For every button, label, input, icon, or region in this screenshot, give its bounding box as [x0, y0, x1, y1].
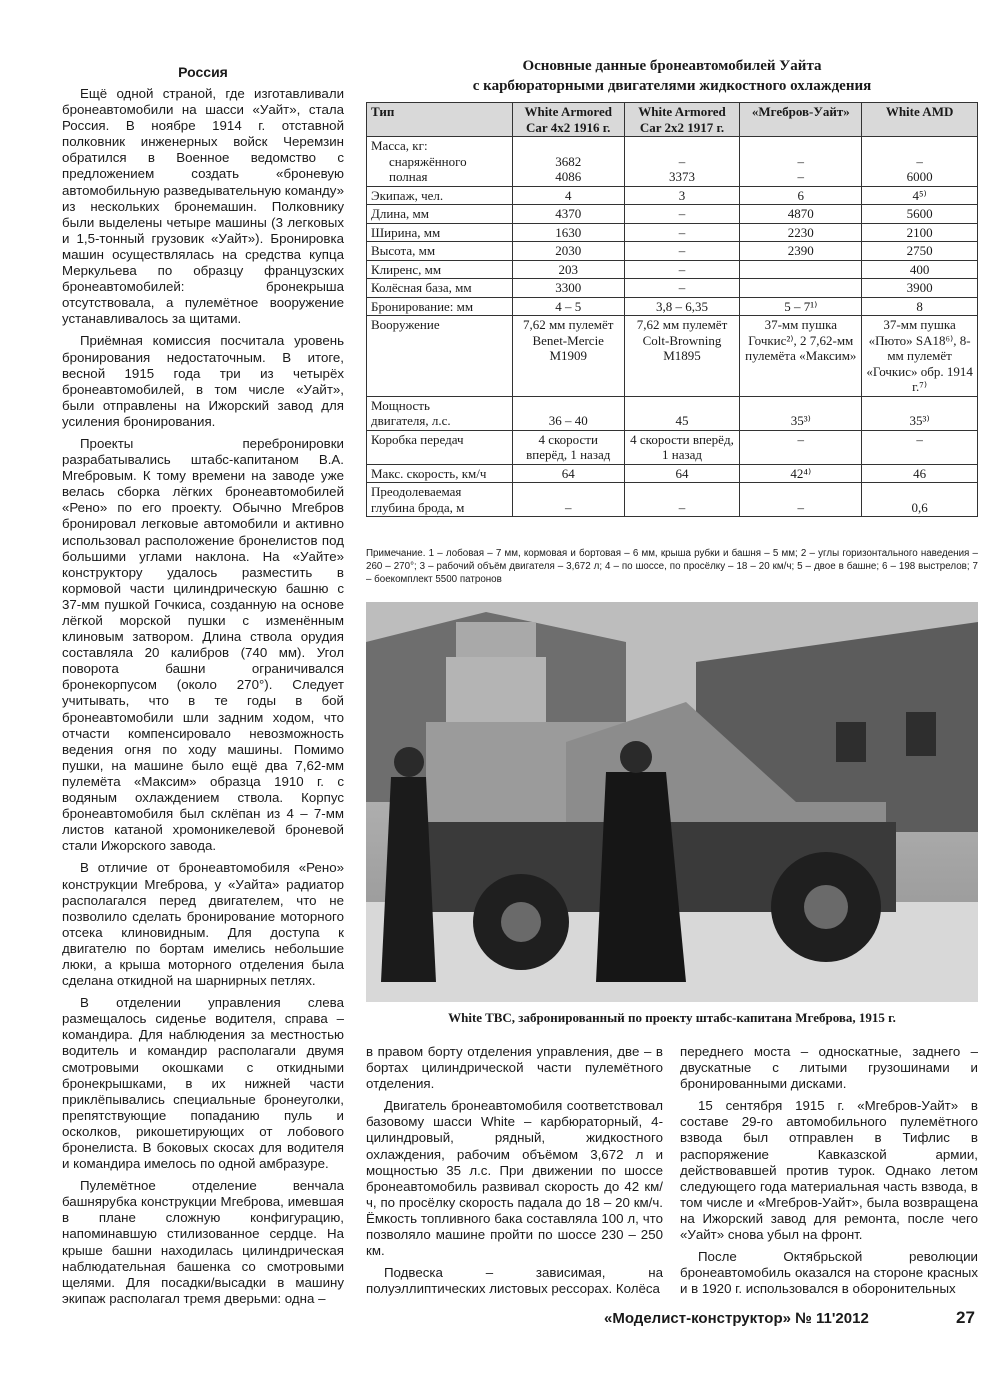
table-cell: 4: [512, 186, 624, 205]
table-cell: 64: [512, 464, 624, 483]
table-cell: 3,8 – 6,35: [624, 297, 740, 316]
table-cell: –: [740, 483, 862, 517]
table-cell: 8: [862, 297, 978, 316]
table-row: [367, 223, 978, 242]
paragraph: переднего моста – односкатные, заднего – двускатные с литыми грузошинами и бронированными дисками.: [680, 1044, 978, 1092]
table-cell: 45: [624, 396, 740, 430]
cell-line: 4086: [555, 169, 582, 184]
cell-line: 6000: [906, 169, 933, 184]
paragraph: В отделении управления слева размещалось сиденье водителя, справа – командира. Для наблюдения за местностью водитель и командир располагали двумя смотровыми окошками с откидными бронекрышками, в их нижней части приклёпывались специальные бронеуголки, препятствующие попаданию пуль и осколков, рикошетирующих от лобового бронелиста. В боковых скосах для водителя и командира имелось по одной амбразуре.: [62, 995, 344, 1172]
row-label: Длина, мм: [367, 205, 513, 224]
table-header-row: [367, 103, 978, 137]
paragraph: Приёмная комиссия посчитала уровень бронирования недостаточным. В итоге, весной 1915 года три из четырёх бронеавтомобилей, в том числе «Уайт», были отправлены на Ижорский завод для усиления бронирования.: [62, 333, 344, 429]
cell-line: –: [797, 169, 805, 184]
table-cell: [624, 137, 740, 187]
table-cell: 37-мм пушка Гочкис²⁾, 2 7,62-мм пулемёта «Максим»: [740, 316, 862, 397]
table-cell: [740, 279, 862, 298]
paragraph: Подвеска – зависимая, на полуэллиптических листовых рессорах. Колёса: [366, 1265, 663, 1297]
table-cell: 2230: [740, 223, 862, 242]
table-cell: –: [624, 242, 740, 261]
row-label-line: Мощность: [371, 397, 430, 413]
paragraph: в правом борту отделения управления, две – в бортах цилиндрической части пулемётного отделения.: [366, 1044, 663, 1092]
table-cell: 4870: [740, 205, 862, 224]
paragraph: 15 сентября 1915 г. «Мгебров-Уайт» в составе 29-го автомобильного пулемётного взвода был отправлен в Тифлис в распоряжение Кавказской армии, действовавшей против турок. Однако летом следующего года материальная часть взвода, в том числе и «Мгебров-Уайт», была возвращена на Ижорский завод для ремонта, после чего «Уайт» снова убыл на фронт.: [680, 1098, 978, 1243]
row-label: [367, 483, 513, 517]
row-label: [367, 396, 513, 430]
row-label: Коробка передач: [367, 430, 513, 464]
table-cell: 5600: [862, 205, 978, 224]
table-title-line: с карбюраторными двигателями жидкостного охлаждения: [472, 78, 872, 94]
magazine-footer: «Моделист-конструктор» № 11'2012: [604, 1310, 869, 1327]
row-label-line: снаряжённого: [389, 153, 467, 169]
paragraph: Двигатель бронеавтомобиля соответствовал базовому шасси White – карбюраторный, 4-цилиндровый, рядный, жидкостного охлаждения, рабочим объёмом 3,672 л и мощностью 35 л.с. При движении по шоссе бронеавтомобиль развивал скорость до 42 км/ч, по просёлку скорость падала до 18 – 20 км/ч. Ёмкость топливного бака составляла 100 л, что позволяло машине пройти по шоссе 230 – 250 км.: [366, 1098, 663, 1259]
table-cell: 42⁴⁾: [740, 464, 862, 483]
table-cell: 2750: [862, 242, 978, 261]
table-cell: [740, 137, 862, 187]
paragraph: Пулемётное отделение венчала башнярубка конструкции Мгеброва, имевшая в плане сложную конфигурацию, напоминавшую стилизованное сердце. На крыше башни находилась цилиндрическая наблюдательная башенка со смотровыми щелями. Для посадки/высадки в машину экипаж располагал тремя дверьми: одна –: [62, 1178, 344, 1306]
table-cell: 3300: [512, 279, 624, 298]
table-cell: 203: [512, 260, 624, 279]
table-cell: [862, 137, 978, 187]
header-cell: White AMD: [862, 103, 978, 137]
middle-column: [366, 1044, 663, 1303]
table-cell: –: [624, 279, 740, 298]
table-cell: 4⁵⁾: [862, 186, 978, 205]
table-cell: –: [624, 483, 740, 517]
table-cell: –: [624, 205, 740, 224]
row-label-line: Преодолеваемая: [371, 484, 462, 499]
specs-table: [366, 102, 978, 517]
table-row: [367, 242, 978, 261]
table-row: [367, 205, 978, 224]
table-cell: 0,6: [862, 483, 978, 517]
table-cell: [740, 260, 862, 279]
cell-line: –: [916, 153, 923, 169]
table-cell: [512, 137, 624, 187]
table-row: [367, 297, 978, 316]
right-column: [680, 1044, 978, 1303]
table-cell: 7,62 мм пулемёт Colt-Browning M1895: [624, 316, 740, 397]
row-label: Бронирование: мм: [367, 297, 513, 316]
table-cell: 7,62 мм пулемёт Benet-Mercie M1909: [512, 316, 624, 397]
header-cell: White Armored Car 2x2 1917 г.: [624, 103, 740, 137]
table-row: [367, 279, 978, 298]
table-cell: 3: [624, 186, 740, 205]
cell-line: –: [678, 153, 686, 169]
table-cell: 4 скорости вперёд, 1 назад: [512, 430, 624, 464]
row-label: Вооружение: [367, 316, 513, 397]
armored-car-photo: [366, 602, 978, 1002]
row-label-line: глубина брода, м: [371, 499, 465, 515]
table-row: [367, 483, 978, 517]
left-column: [62, 64, 344, 1313]
row-label-line: Масса, кг:: [371, 138, 428, 153]
table-note: Примечание. 1 – лобовая – 7 мм, кормовая и бортовая – 6 мм, крыша рубки и башня – 5 мм; 2 – углы горизонтального наведения – 260 – 270°; 3 – рабочий объём двигателя – 3,672 л; 4 – по шоссе, по просёлку – 18 – 20 км/ч; 5 – двое в башне; 6 – 198 выстрелов; 7 – боекомплект 5500 патронов: [366, 548, 978, 585]
table-title-line: Основные данные бронеавтомобилей Уайта: [522, 58, 822, 74]
row-label: Экипаж, чел.: [367, 186, 513, 205]
photo-caption: White TBC, забронированный по проекту штабс-капитана Мгеброва, 1915 г.: [448, 1010, 896, 1025]
row-label-line: полная: [389, 169, 428, 184]
table-cell: 36 – 40: [512, 396, 624, 430]
table-cell: –: [862, 430, 978, 464]
table-cell: 4 – 5: [512, 297, 624, 316]
table-cell: 37-мм пушка «Пюто» SA18⁶⁾, 8-мм пулемёт «Гочкис» обр. 1914 г.⁷⁾: [862, 316, 978, 397]
table-cell: –: [740, 430, 862, 464]
photo-illustration: [366, 602, 978, 1002]
table-row: [367, 430, 978, 464]
paragraph: После Октябрьской революции бронеавтомобиль оказался на стороне красных и в 1920 г. использовался в оборонительных: [680, 1249, 978, 1297]
table-cell: 35³⁾: [862, 396, 978, 430]
table-cell: 400: [862, 260, 978, 279]
header-cell: Тип: [367, 103, 513, 137]
table-title: [366, 56, 978, 96]
row-label: Колёсная база, мм: [367, 279, 513, 298]
page-number: 27: [956, 1308, 975, 1327]
header-cell: «Мгебров-Уайт»: [740, 103, 862, 137]
row-label: Ширина, мм: [367, 223, 513, 242]
table-row: [367, 316, 978, 397]
row-label: Высота, мм: [367, 242, 513, 261]
table-cell: –: [624, 223, 740, 242]
paragraph: Ещё одной страной, где изготавливали бронеавтомобили на шасси «Уайт», стала Россия. В ноябре 1914 г. отставной полковник инженерных войск Черемзин обратился в Военное ведомство с предложением создать «броневую автомобильную разведывательную команду» из нескольких бронемашин. Полковнику были выделены четыре машины (3 легковых и 1,5-тонный грузовик «Уайт»). Бронировка машин осуществлялась на средства купца Меркульева по образцу французских бронеавтомобилей: бронекрыша отсутствовала, а пулемётное вооружение устанавливалось за щитами.: [62, 86, 344, 327]
table-cell: 64: [624, 464, 740, 483]
table-cell: 2100: [862, 223, 978, 242]
table-row: [367, 260, 978, 279]
table-cell: 4 скорости вперёд, 1 назад: [624, 430, 740, 464]
table-cell: 46: [862, 464, 978, 483]
paragraph: Проекты перебронировки разрабатывались штабс-капитаном В.А. Мгебровым. К тому времени на заводе уже велась сборка лёгких бронеавтомобилей «Рено» по его проекту. Обычно Мгебров бронировал легковые автомобили и активно использовал расположение бронелистов под большими углами наклона. На «Уайте» конструктору удалось разместить в кормовой части цилиндрическую башню с 37-мм пушкой Гочкиса, созданную на основе лёгкой морской пушки с изменённым клиновым затвором. Длина ствола орудия составляла 20 калибров (740 мм). Угол поворота башни ограничивался бронекорпусом (около 270°). Следует учитывать, что в те годы в бой бронеавтомобили шли задним ходом, что отчасти компенсировало невозможность ведения огня по ходу машины. Помимо пушки, на машине было ещё два 7,62-мм пулемёта «Максим» образца 1910 г. с водяным охлаждением ствола. Корпус бронеавтомобиля был склёпан из 4 – 7-мм листов катаной хромоникелевой броневой стали Ижорского завода.: [62, 435, 344, 854]
table-cell: 2030: [512, 242, 624, 261]
table-cell: 5 – 7¹⁾: [740, 297, 862, 316]
row-label-line: двигателя, л.с.: [371, 413, 451, 428]
cell-line: 3682: [555, 153, 582, 169]
table-cell: 3900: [862, 279, 978, 298]
table-cell: –: [512, 483, 624, 517]
cell-line: –: [797, 153, 805, 169]
table-row: [367, 464, 978, 483]
table-cell: 4370: [512, 205, 624, 224]
table-row: [367, 137, 978, 187]
cell-line: 3373: [669, 169, 695, 184]
table-cell: –: [624, 260, 740, 279]
table-cell: 35³⁾: [740, 396, 862, 430]
section-heading: Россия: [178, 64, 228, 80]
paragraph: В отличие от бронеавтомобиля «Рено» конструкции Мгеброва, у «Уайта» радиатор располагался перед двигателем, что не позволило сделать бронирование моторного отсека клиновидным. Для доступа к двигателю по бортам имелись небольшие люки, а крыша моторного отделения была сделана откидной на шарнирных петлях.: [62, 860, 344, 989]
table-cell: 6: [740, 186, 862, 205]
table-row: [367, 186, 978, 205]
table-cell: 2390: [740, 242, 862, 261]
table-row: [367, 396, 978, 430]
table-cell: 1630: [512, 223, 624, 242]
row-label: Клиренс, мм: [367, 260, 513, 279]
row-label: [367, 137, 513, 187]
header-cell: White Armored Car 4x2 1916 г.: [512, 103, 624, 137]
row-label: Макс. скорость, км/ч: [367, 464, 513, 483]
